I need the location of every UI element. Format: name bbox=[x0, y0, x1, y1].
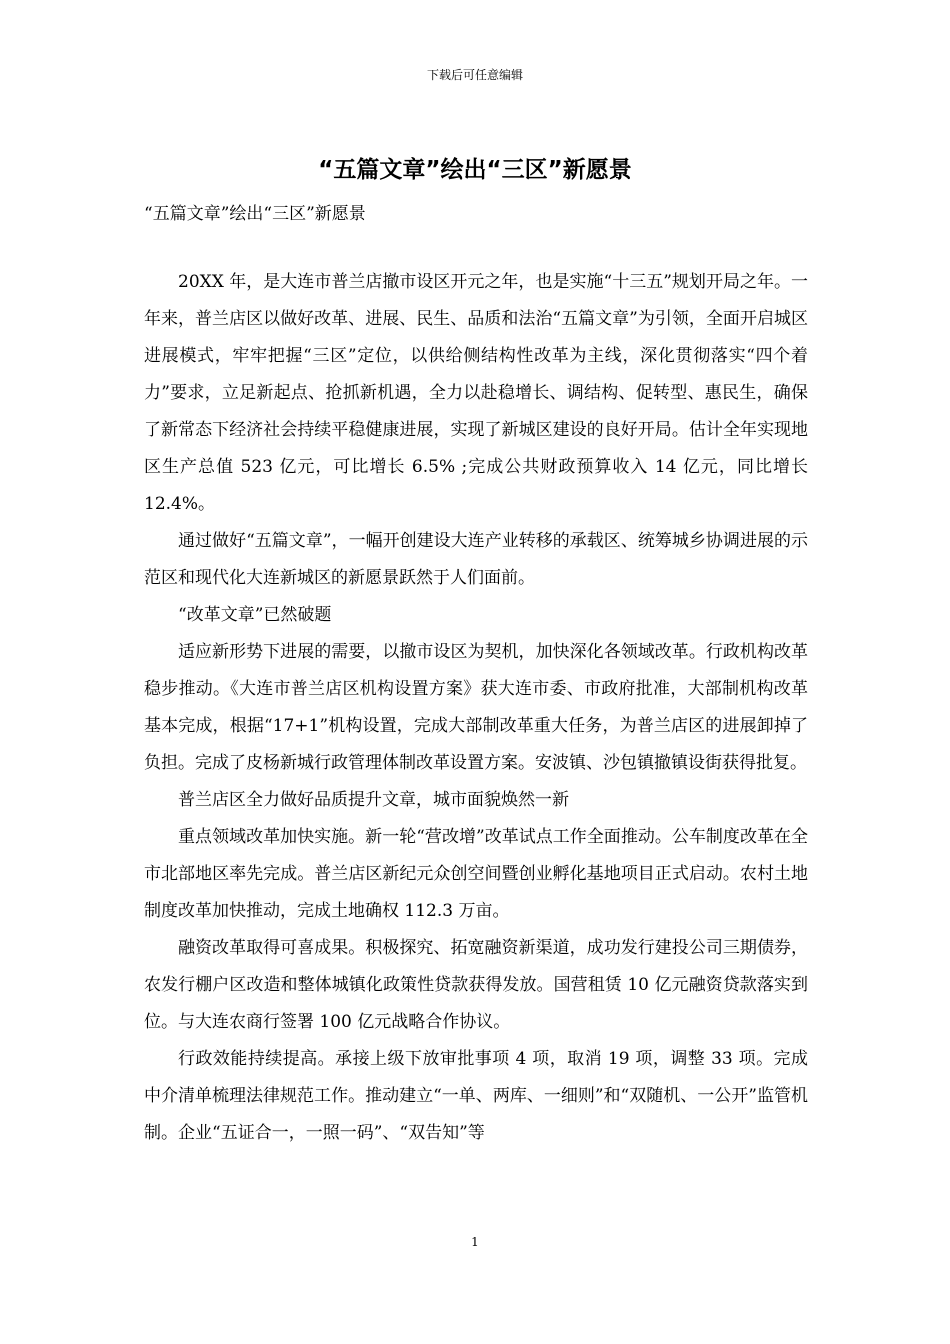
section-heading: “改革文章”已然破题 bbox=[178, 605, 332, 625]
document-subtitle: “五篇文章”绘出“三区”新愿景 bbox=[144, 204, 366, 224]
body-paragraph: 适应新形势下进展的需要，以撤市设区为契机，加快深化各领域改革。行政机构改革稳步推动。《大连市普兰店区机构设置方案》获大连市委、市政府批准，大部制机构改革基本完成，根据“17+1”机构设置，完成大部制改革重大任务，为普兰店区的进展卸掉了负担。完成了皮杨新城行政管理体制改革设置方案。安波镇、沙包镇撤镇设街获得批复。 bbox=[144, 642, 808, 773]
body-paragraph: 行政效能持续提高。承接上级下放审批事项 4 项，取消 19 项，调整 33 项。完成中介清单梳理法律规范工作。推动建立“一单、两库、一细则”和“双随机、一公开”监管机制。企业“五证合一，一照一码”、“双告知”等 bbox=[144, 1049, 808, 1143]
document-body bbox=[144, 264, 808, 1152]
body-paragraph: 融资改革取得可喜成果。积极探究、拓宽融资新渠道，成功发行建投公司三期债券，农发行棚户区改造和整体城镇化政策性贷款获得发放。国营租赁 10 亿元融资贷款落实到位。与大连农商行签署 100 亿元战略合作协议。 bbox=[144, 938, 808, 1032]
section-heading: 普兰店区全力做好品质提升文章，城市面貌焕然一新 bbox=[178, 790, 569, 810]
body-paragraph: 重点领域改革加快实施。新一轮“营改增”改革试点工作全面推动。公车制度改革在全市北部地区率先完成。普兰店区新纪元众创空间暨创业孵化基地项目正式启动。农村土地制度改革加快推动，完成土地确权 112.3 万亩。 bbox=[144, 827, 808, 921]
document-title: “五篇文章”绘出“三区”新愿景 bbox=[318, 157, 632, 183]
body-paragraph: 20XX 年，是大连市普兰店撤市设区开元之年，也是实施“十三五”规划开局之年。一年来，普兰店区以做好改革、进展、民生、品质和法治“五篇文章”为引领，全面开启城区进展模式，牢牢把握“三区”定位，以供给侧结构性改革为主线，深化贯彻落实“四个着力”要求，立足新起点、抢抓新机遇，全力以赴稳增长、调结构、促转型、惠民生，确保了新常态下经济社会持续平稳健康进展，实现了新城区建设的良好开局。估计全年实现地区生产总值 523 亿元，可比增长 6.5% ;完成公共财政预算收入 14 亿元，同比增长 12.4%。 bbox=[144, 272, 808, 514]
body-paragraph: 通过做好“五篇文章”，一幅开创建设大连产业转移的承载区、统筹城乡协调进展的示范区和现代化大连新城区的新愿景跃然于人们面前。 bbox=[144, 531, 808, 588]
page-header-note: 下载后可任意编辑 bbox=[426, 68, 523, 82]
page-number: 1 bbox=[471, 1235, 479, 1249]
